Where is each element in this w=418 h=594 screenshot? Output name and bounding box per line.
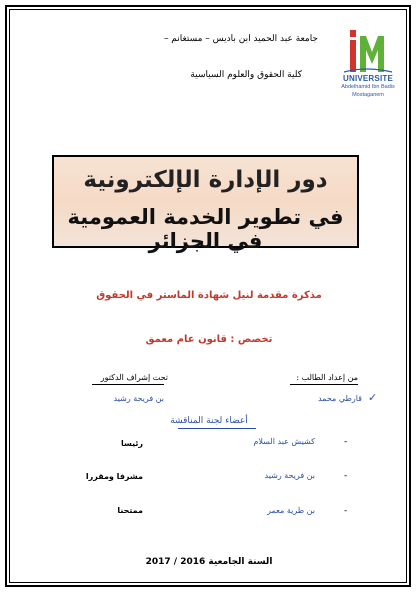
- committee-member-name: بن طرية معمر: [267, 506, 315, 515]
- committee-underline: [178, 428, 256, 429]
- supervisor-underline: [92, 384, 164, 385]
- university-logo: [336, 22, 400, 110]
- thesis-title-box: [52, 155, 359, 253]
- committee-member-role: ممتحنا: [117, 506, 143, 515]
- student-name: قارطي محمد: [318, 394, 362, 403]
- prepared-by-underline: [290, 384, 358, 385]
- committee-member-role: رئيسا: [120, 439, 143, 448]
- logo-text-city: Mostaganem: [352, 92, 384, 98]
- specialty: تخصص : قانون عام معمق: [145, 334, 273, 345]
- supervisor-label: تحت إشراف الدكتور: [100, 373, 168, 382]
- academic-year: السنة الجامعية 2016 / 2017: [145, 557, 273, 567]
- thesis-title-line1: دور الإدارة الإلكترونية: [83, 167, 328, 193]
- committee-member-role: مشرفا ومقررا: [85, 472, 143, 481]
- member-dash: -: [344, 506, 348, 516]
- thesis-title-line2: في تطوير الخدمة العمومية في الجزائر: [67, 205, 344, 253]
- checkmark-icon: ✓: [368, 391, 378, 404]
- member-dash: -: [344, 437, 348, 447]
- university-name: جامعة عبد الحميد ابن باديس – مستغانم –: [163, 34, 318, 44]
- prepared-by-label: من إعداد الطالب :: [296, 373, 358, 382]
- committee-label: أعضاء لجنة المناقشة: [170, 416, 248, 426]
- member-dash: -: [344, 471, 348, 481]
- committee-member-name: كشيش عبد السلام: [253, 437, 315, 446]
- logo-text-name: Abdelhamid Ibn Badis: [341, 84, 395, 90]
- committee-member-name: بن فريحة رشيد: [264, 471, 315, 480]
- logo-mark-icon: [336, 22, 400, 74]
- faculty-name: كلية الحقوق والعلوم السياسية: [190, 70, 302, 80]
- logo-text-universite: UNIVERSITE: [342, 74, 393, 83]
- thesis-subtitle: مذكرة مقدمة لنيل شهادة الماستر في الحقوق: [96, 290, 322, 301]
- supervisor-name: بن فريحة رشيد: [113, 394, 164, 403]
